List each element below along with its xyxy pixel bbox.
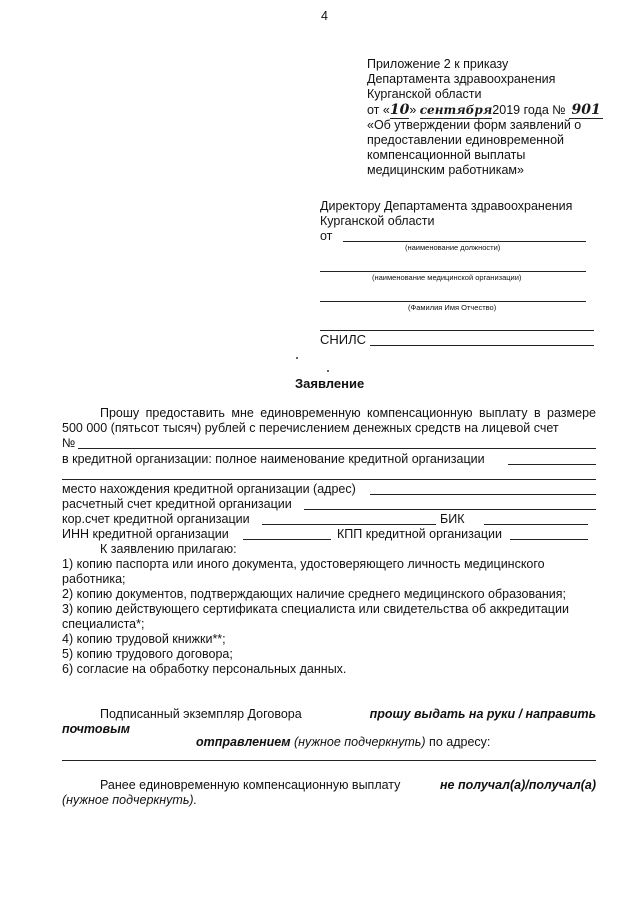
page-number: 4 bbox=[321, 9, 328, 23]
year-text: 2019 года № bbox=[492, 103, 566, 117]
account-number-field[interactable] bbox=[78, 448, 596, 449]
addressee-line1: Директору Департамента здравоохранения bbox=[320, 199, 573, 213]
bank-full-name-field[interactable] bbox=[508, 464, 596, 465]
order-title-line3: компенсационной выплаты bbox=[367, 148, 526, 162]
handwritten-month: сентября bbox=[419, 103, 493, 117]
request-paragraph: Прошу предоставить мне единовременную компенсационную выплату в размере 500 000 (пятьсот тысяч) рублей с перечислением денежных средств на лицевой счет bbox=[62, 406, 596, 435]
received-options: не получал(а)/получал(а) bbox=[439, 778, 596, 792]
settlement-account-label: расчетный счет кредитной организации bbox=[62, 497, 292, 511]
appendix-line3: Курганской области bbox=[367, 87, 482, 101]
attachment-item-1b: работника; bbox=[62, 572, 126, 586]
postal-word: почтовым bbox=[62, 722, 130, 736]
account-number-label: № bbox=[62, 436, 76, 450]
snils-label: СНИЛС bbox=[320, 332, 367, 347]
dot-mark bbox=[327, 370, 329, 372]
dot-mark bbox=[296, 357, 298, 359]
bank-full-name-label: в кредитной организации: полное наименование кредитной организации bbox=[62, 452, 485, 466]
attachment-item-2: 2) копию документов, подтверждающих наличие среднего медицинского образования; bbox=[62, 587, 567, 601]
bank-address-label: место нахождения кредитной организации (адрес) bbox=[62, 482, 356, 496]
corr-account-field[interactable] bbox=[262, 524, 436, 525]
extra-field[interactable] bbox=[320, 330, 594, 331]
snils-field[interactable] bbox=[370, 345, 594, 346]
attachment-item-3b: специалиста*; bbox=[62, 617, 145, 631]
address-field[interactable] bbox=[62, 760, 596, 761]
order-title-line2: предоставлении единовременной bbox=[367, 133, 565, 147]
signed-copy-options: прошу выдать на руки / направить bbox=[369, 707, 596, 721]
fio-field[interactable] bbox=[320, 301, 586, 302]
sending-line bbox=[196, 735, 490, 750]
appendix-line1: Приложение 2 к приказу bbox=[367, 57, 509, 71]
fio-hint: (Фамилия Имя Отчество) bbox=[408, 303, 497, 312]
by-address-label: по адресу: bbox=[429, 735, 491, 749]
inn-field[interactable] bbox=[243, 539, 331, 540]
organization-field[interactable] bbox=[320, 271, 586, 272]
received-hint: (нужное подчеркнуть). bbox=[62, 793, 198, 807]
from-label: от bbox=[320, 229, 333, 243]
kpp-label: КПП кредитной организации bbox=[337, 527, 502, 541]
attachment-item-1a: 1) копию паспорта или иного документа, удостоверяющего личность медицинского bbox=[62, 557, 545, 571]
order-date-line bbox=[367, 103, 603, 119]
signed-copy-line bbox=[100, 707, 596, 722]
handwritten-number: 901 bbox=[569, 103, 603, 119]
attachment-item-4: 4) копию трудовой книжки**; bbox=[62, 632, 226, 646]
settlement-account-field[interactable] bbox=[304, 509, 596, 510]
attachment-item-3a: 3) копию действующего сертификата специалиста или свидетельства об аккредитации bbox=[62, 602, 569, 616]
order-title-line4: медицинским работникам» bbox=[367, 163, 524, 177]
attachment-item-6: 6) согласие на обработку персональных данных. bbox=[62, 662, 347, 676]
signed-copy-prefix: Подписанный экземпляр Договора bbox=[100, 707, 302, 721]
addressee-line2: Курганской области bbox=[320, 214, 435, 228]
received-prefix: Ранее единовременную компенсационную выплату bbox=[100, 778, 401, 792]
kpp-field[interactable] bbox=[510, 539, 588, 540]
inn-label: ИНН кредитной организации bbox=[62, 527, 229, 541]
appendix-line2: Департамента здравоохранения bbox=[367, 72, 556, 86]
bik-field[interactable] bbox=[484, 524, 588, 525]
bik-label: БИК bbox=[440, 512, 465, 526]
bank-address-field[interactable] bbox=[370, 494, 596, 495]
underline-hint: (нужное подчеркнуть) bbox=[293, 735, 426, 749]
document-title: Заявление bbox=[295, 376, 365, 391]
bank-full-name-field-2[interactable] bbox=[62, 479, 596, 480]
organization-hint: (наименование медицинской организации) bbox=[372, 273, 522, 282]
corr-account-label: кор.счет кредитной организации bbox=[62, 512, 250, 526]
handwritten-day: 10 bbox=[389, 102, 410, 118]
sending-word: отправлением bbox=[196, 735, 291, 749]
order-title-line1: «Об утверждении форм заявлений о bbox=[367, 118, 582, 132]
received-line bbox=[100, 778, 596, 793]
attachments-intro: К заявлению прилагаю: bbox=[100, 542, 237, 556]
from-prefix: от « bbox=[367, 103, 390, 117]
close-quote: » bbox=[409, 103, 417, 117]
position-field[interactable] bbox=[343, 241, 586, 242]
position-hint: (наименование должности) bbox=[405, 243, 501, 252]
attachment-item-5: 5) копию трудового договора; bbox=[62, 647, 233, 661]
